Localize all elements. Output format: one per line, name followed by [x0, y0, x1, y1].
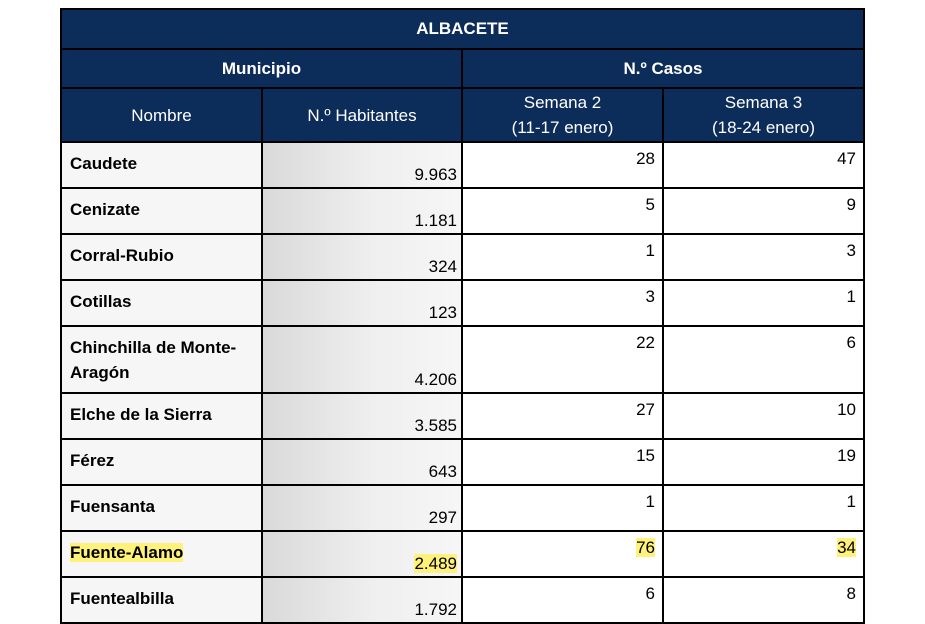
table-row	[61, 188, 864, 234]
semana2-cell	[462, 439, 663, 485]
table-row	[61, 531, 864, 577]
semana2-cell	[462, 531, 663, 577]
semana3-cell	[663, 188, 864, 234]
table-row	[61, 280, 864, 326]
column-header-semana3	[663, 88, 864, 142]
semana2-cell	[462, 326, 663, 393]
semana2-cell-value: 1	[645, 241, 655, 260]
table-row	[61, 326, 864, 393]
column-header-nombre: Nombre	[61, 88, 262, 142]
municipio-name	[61, 326, 262, 393]
table-row	[61, 577, 864, 623]
habitantes-cell-value: 643	[428, 462, 457, 481]
table-row	[61, 142, 864, 188]
habitantes-cell	[262, 439, 462, 485]
table-row	[61, 234, 864, 280]
semana2-dates: (11-17 enero)	[511, 118, 614, 137]
municipio-name	[61, 531, 262, 577]
semana2-cell-value: 28	[636, 149, 655, 168]
habitantes-cell	[262, 234, 462, 280]
semana3-cell	[663, 326, 864, 393]
semana2-cell-value: 76	[636, 538, 655, 557]
habitantes-cell	[262, 393, 462, 439]
municipio-name-value: Caudete	[70, 154, 138, 173]
semana3-cell-value: 19	[837, 446, 856, 465]
column-header-habitantes: N.º Habitantes	[262, 88, 462, 142]
semana2-cell	[462, 577, 663, 623]
semana2-cell	[462, 485, 663, 531]
habitantes-cell	[262, 485, 462, 531]
habitantes-cell-value: 324	[428, 257, 457, 276]
semana2-label: Semana 2	[523, 93, 602, 112]
semana3-cell	[663, 393, 864, 439]
table-row	[61, 485, 864, 531]
habitantes-cell-value: 1.792	[414, 600, 457, 619]
municipio-name	[61, 280, 262, 326]
municipio-name	[61, 577, 262, 623]
municipio-name	[61, 142, 262, 188]
semana2-cell-value: 15	[636, 446, 655, 465]
group-header-casos: N.º Casos	[462, 49, 864, 88]
semana3-cell	[663, 280, 864, 326]
semana3-cell	[663, 439, 864, 485]
habitantes-cell	[262, 326, 462, 393]
semana2-cell-value: 27	[636, 400, 655, 419]
semana2-cell-value: 22	[636, 333, 655, 352]
semana3-cell-value: 9	[846, 195, 856, 214]
semana3-cell	[663, 485, 864, 531]
semana3-cell	[663, 577, 864, 623]
habitantes-cell-value: 297	[428, 508, 457, 527]
table-row	[61, 393, 864, 439]
table-title: ALBACETE	[61, 9, 864, 49]
table-body	[61, 142, 864, 623]
habitantes-cell-value: 123	[428, 303, 457, 322]
habitantes-cell-value: 9.963	[414, 165, 457, 184]
municipio-name-value: Cenizate	[70, 200, 140, 219]
semana3-cell	[663, 531, 864, 577]
semana2-cell-value: 3	[645, 287, 655, 306]
column-header-semana2	[462, 88, 663, 142]
habitantes-cell	[262, 142, 462, 188]
habitantes-cell-value: 2.489	[414, 554, 457, 573]
group-header-municipio: Municipio	[61, 49, 462, 88]
municipio-name	[61, 393, 262, 439]
habitantes-cell	[262, 531, 462, 577]
semana2-cell	[462, 234, 663, 280]
municipio-name-value: Férez	[70, 451, 115, 470]
table-row	[61, 439, 864, 485]
municipio-name	[61, 234, 262, 280]
municipio-name-value: Chinchilla de Monte-Aragón	[70, 338, 237, 382]
semana2-cell	[462, 142, 663, 188]
semana3-label: Semana 3	[724, 93, 803, 112]
semana2-cell-value: 1	[645, 492, 655, 511]
habitantes-cell-value: 1.181	[414, 211, 457, 230]
semana2-cell-value: 6	[645, 584, 655, 603]
semana3-dates: (18-24 enero)	[711, 118, 815, 137]
semana2-cell	[462, 393, 663, 439]
semana3-cell-value: 1	[846, 287, 856, 306]
semana3-cell-value: 3	[846, 241, 856, 260]
municipio-name-value: Cotillas	[70, 292, 132, 311]
semana3-cell-value: 10	[837, 400, 856, 419]
habitantes-cell	[262, 577, 462, 623]
semana2-cell	[462, 188, 663, 234]
municipio-name-value: Fuentealbilla	[70, 589, 174, 608]
semana3-cell-value: 1	[846, 492, 856, 511]
municipio-name-value: Corral-Rubio	[70, 246, 174, 265]
municipio-name-value: Elche de la Sierra	[70, 405, 212, 424]
cases-table	[60, 8, 865, 624]
habitantes-cell	[262, 280, 462, 326]
habitantes-cell-value: 4.206	[414, 370, 457, 389]
habitantes-cell-value: 3.585	[414, 416, 457, 435]
semana3-cell	[663, 142, 864, 188]
semana2-cell-value: 5	[645, 195, 655, 214]
habitantes-cell	[262, 188, 462, 234]
municipio-name	[61, 439, 262, 485]
municipio-name-value: Fuensanta	[70, 497, 156, 516]
municipio-name	[61, 485, 262, 531]
municipio-name-value: Fuente-Alamo	[70, 543, 184, 562]
semana2-cell	[462, 280, 663, 326]
semana3-cell-value: 34	[837, 538, 856, 557]
semana3-cell-value: 6	[846, 333, 856, 352]
semana3-cell-value: 47	[837, 149, 856, 168]
semana3-cell	[663, 234, 864, 280]
municipio-name	[61, 188, 262, 234]
semana3-cell-value: 8	[846, 584, 856, 603]
